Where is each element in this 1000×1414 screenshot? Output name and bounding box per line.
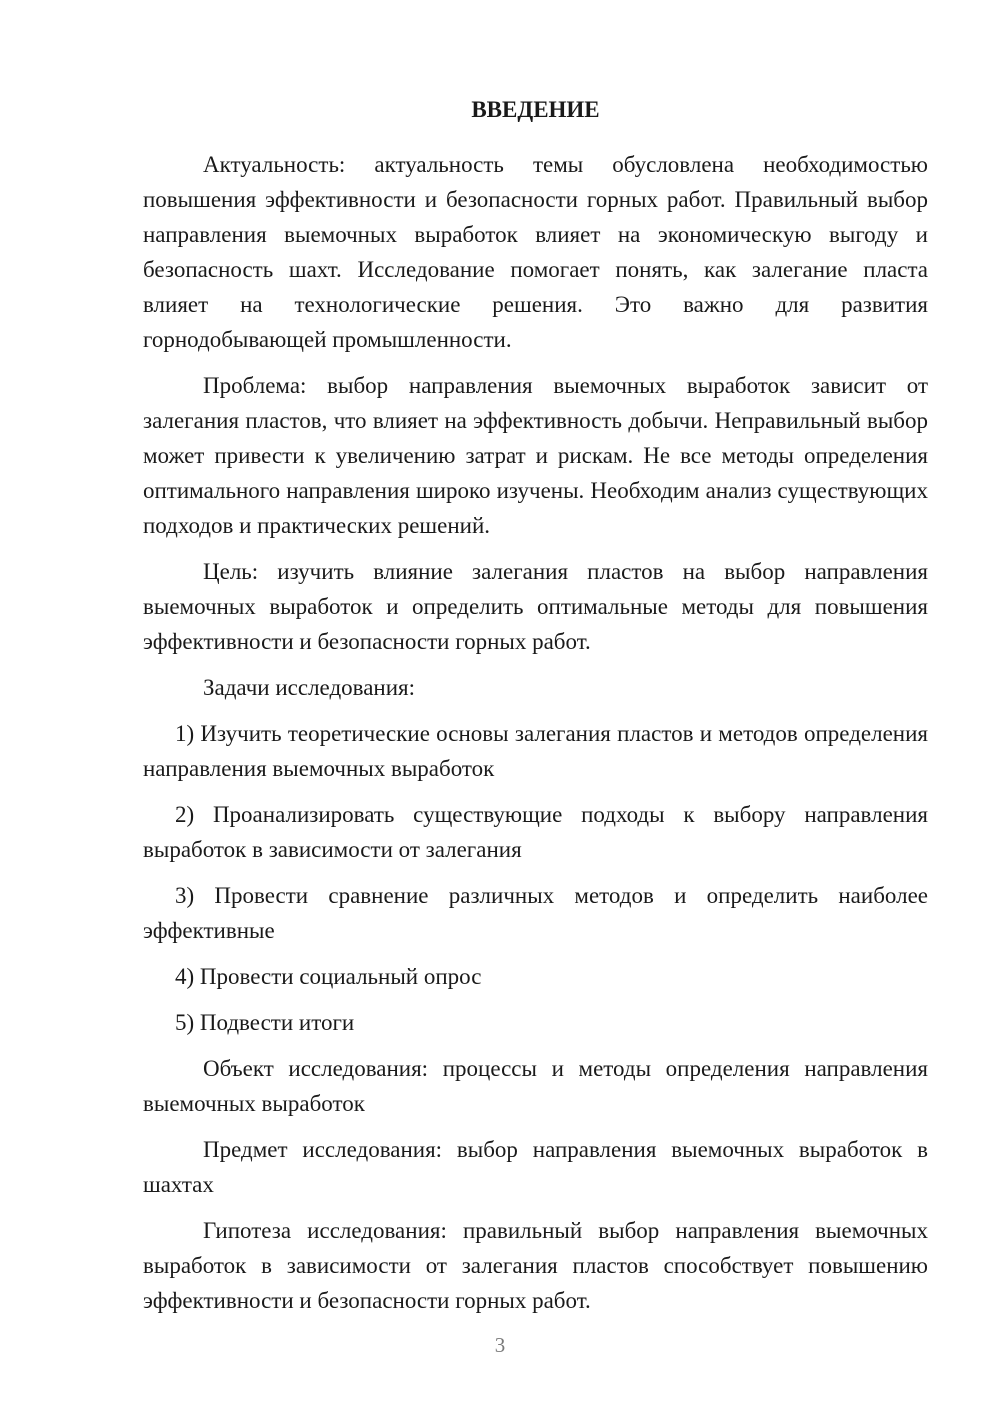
paragraph-object: Объект исследования: процессы и методы определения направления выемочных выработок (143, 1056, 928, 1116)
page-title: ВВЕДЕНИЕ (471, 97, 600, 122)
task-item-3: 3) Провести сравнение различных методов и определить наиболее эффективные (143, 883, 928, 943)
paragraph-problem: Проблема: выбор направления выемочных выработок зависит от залегания пластов, что влияет на эффективность добычи. Неправильный выбор может привести к увеличению затрат и рискам. Не все методы определения оптимального направления широко изучены. Необходим анализ существующих подходов и практических решений. (143, 373, 928, 538)
paragraph-goal: Цель: изучить влияние залегания пластов на выбор направления выемочных выработок и определить оптимальные методы для повышения эффективности и безопасности горных работ. (143, 559, 928, 654)
task-item-2: 2) Проанализировать существующие подходы к выбору направления выработок в зависимости от залегания (143, 802, 928, 862)
paragraph-relevance: Актуальность: актуальность темы обусловлена необходимостью повышения эффективности и безопасности горных работ. Правильный выбор направления выемочных выработок влияет на экономическую выгоду и безопасность шахт. Исследование помогает понять, как залегание пласта влияет на технологические решения. Это важно для развития горнодобывающей промышленности. (143, 152, 928, 352)
task-item-4: 4) Провести социальный опрос (175, 964, 482, 989)
paragraph-hypothesis: Гипотеза исследования: правильный выбор направления выемочных выработок в зависимости от залегания пластов способствует повышению эффективности и безопасности горных работ. (143, 1218, 928, 1313)
task-item-5: 5) Подвести итоги (175, 1010, 355, 1035)
document-page (143, 92, 928, 1318)
page-number: 3 (494, 1333, 506, 1357)
task-item-1: 1) Изучить теоретические основы залегания пластов и методов определения направления выемочных выработок (143, 721, 928, 781)
tasks-heading: Задачи исследования: (203, 675, 416, 700)
paragraph-subject: Предмет исследования: выбор направления выемочных выработок в шахтах (143, 1137, 928, 1197)
